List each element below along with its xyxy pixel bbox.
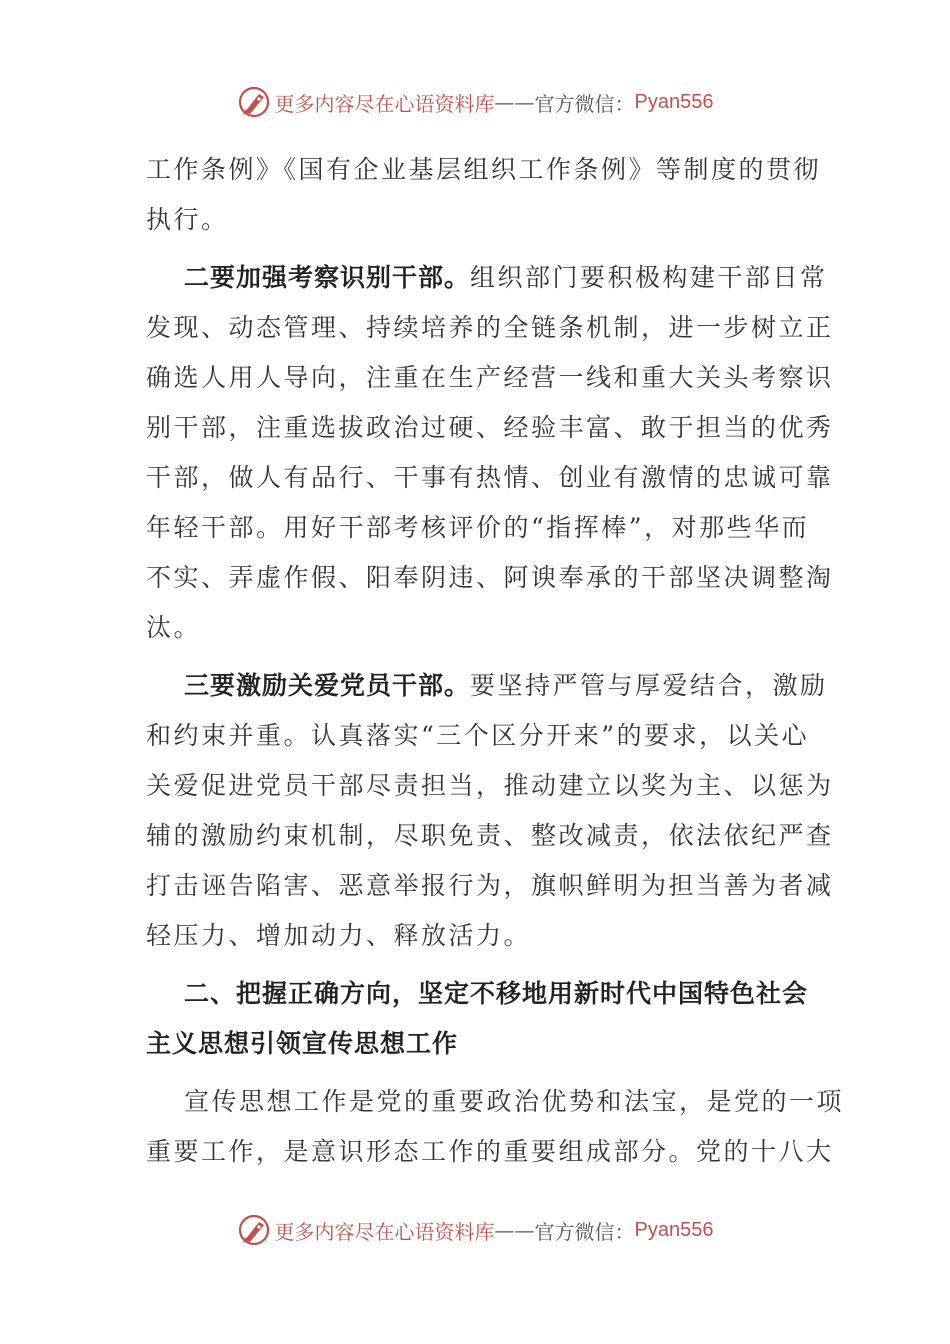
- text-span: 要坚持严管与厚爱结合，激励: [470, 671, 828, 700]
- text-line: 关爱促进党员干部尽责担当，推动建立以奖为主、以惩为: [146, 771, 834, 800]
- text-line: 发现、动态管理、持续培养的全链条机制，进一步树立正: [146, 313, 834, 342]
- watermark-dash: ——: [494, 1218, 535, 1242]
- text-line: 汰。: [146, 613, 202, 642]
- pen-nib-logo-icon: [237, 85, 271, 119]
- text-line: 年轻干部。用好干部考核评价的“指挥棒”，对那些华而: [146, 513, 810, 542]
- text-line: 不实、弄虚作假、阳奉阴违、阿谀奉承的干部坚决调整淘: [146, 563, 834, 592]
- footer-watermark: [0, 1210, 950, 1250]
- text-line: 执行。: [146, 205, 229, 234]
- section-heading-line: 主义思想引领宣传思想工作: [146, 1029, 459, 1058]
- paragraph-cadre-incentive: [146, 661, 834, 961]
- text-line: 重要工作，是意识形态工作的重要组成部分。党的十八大: [146, 1137, 834, 1166]
- text-line: 干部，做人有品行、干事有热情、创业有激情的忠诚可靠: [146, 463, 834, 492]
- watermark-red-text: 更多内容尽在心语资料库: [274, 1219, 495, 1244]
- watermark-account: Pyan556: [634, 1218, 714, 1241]
- paragraph-heading: 三要激励关爱党员干部。: [184, 671, 471, 700]
- document-body: [146, 145, 845, 1177]
- watermark-account: Pyan556: [634, 90, 714, 113]
- paragraph-propaganda: [146, 1077, 845, 1177]
- paragraph-cadre-assessment: [146, 253, 834, 653]
- text-line: 别干部，注重选拔政治过硬、经验丰富、敢于担当的优秀: [146, 413, 834, 442]
- text-span: 组织部门要积极构建干部日常: [470, 263, 828, 292]
- text-line: [146, 661, 828, 711]
- text-line: 辅的激励约束机制，尽职免责、整改减责，依法依纪严查: [146, 821, 834, 850]
- text-line: 工作条例》《国有企业基层组织工作条例》等制度的贯彻: [146, 155, 822, 184]
- text-line: [146, 253, 828, 303]
- text-line: 轻压力、增加动力、释放活力。: [146, 921, 532, 950]
- paragraph-continuation: [146, 145, 822, 245]
- header-watermark: [0, 82, 950, 122]
- section-heading-line: 二、把握正确方向，坚定不移地用新时代中国特色社会: [184, 979, 809, 1008]
- section-heading: [146, 969, 809, 1069]
- watermark-dash: ——: [494, 90, 535, 114]
- text-line: 宣传思想工作是党的重要政治优势和法宝，是党的一项: [184, 1087, 845, 1116]
- text-line: 打击诬告陷害、恶意举报行为，旗帜鲜明为担当善为者减: [146, 871, 834, 900]
- pen-nib-logo-icon: [237, 1213, 271, 1247]
- watermark-red-text: 更多内容尽在心语资料库: [274, 91, 495, 116]
- text-line: 和约束并重。认真落实“三个区分开来”的要求，以关心: [146, 721, 810, 750]
- watermark-gray-text: 官方微信：: [534, 91, 635, 116]
- paragraph-heading: 二要加强考察识别干部。: [184, 263, 471, 292]
- text-line: 确选人用人导向，注重在生产经营一线和重大关头考察识: [146, 363, 834, 392]
- watermark-gray-text: 官方微信：: [534, 1219, 635, 1244]
